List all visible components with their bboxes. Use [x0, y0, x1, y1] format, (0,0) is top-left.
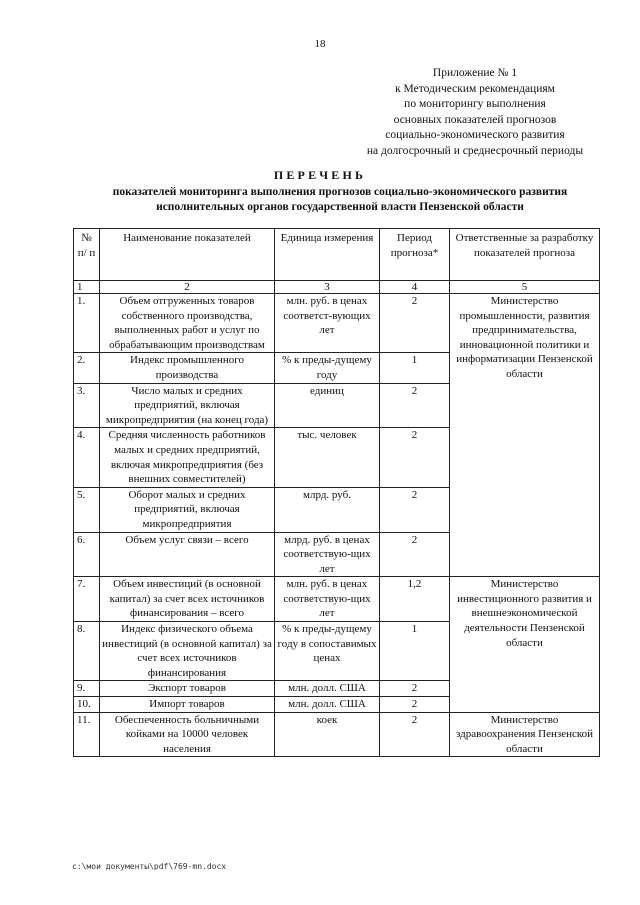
indicator-unit: коек	[275, 712, 380, 757]
forecast-period: 1,2	[380, 577, 450, 622]
header-name: Наименование показателей	[100, 229, 275, 281]
indicator-name: Объем отгруженных товаров собственного производства, выполненных работ и услуг по обрабатывающим производствам	[100, 294, 275, 353]
indicator-name: Число малых и средних предприятий, включая микропредприятия (на конец года)	[100, 383, 275, 428]
column-number: 3	[275, 281, 380, 294]
indicator-name: Обеспеченность больничными койками на 10000 человек населения	[100, 712, 275, 757]
indicator-unit: единиц	[275, 383, 380, 428]
indicator-unit: млн. долл. США	[275, 697, 380, 713]
indicator-unit: млрд. руб. в ценах соответствую-щих лет	[275, 532, 380, 577]
row-number: 9.	[74, 681, 100, 697]
indicator-name: Объем инвестиций (в основной капитал) за счет всех источников финансирования – всего	[100, 577, 275, 622]
row-number: 8.	[74, 622, 100, 681]
table-header-row	[74, 229, 600, 281]
indicator-unit: % к преды-дущему году	[275, 353, 380, 383]
indicator-unit: млн. руб. в ценах соответствую-щих лет	[275, 577, 380, 622]
column-number: 5	[450, 281, 600, 294]
forecast-period: 2	[380, 712, 450, 757]
column-number: 2	[100, 281, 275, 294]
header-period: Период прогноза*	[380, 229, 450, 281]
row-number: 3.	[74, 383, 100, 428]
row-number: 2.	[74, 353, 100, 383]
indicator-unit: % к преды-дущему году в сопоставимых ценах	[275, 622, 380, 681]
appendix-line: основных показателей прогнозов	[393, 113, 557, 126]
header-num: № п/ п	[74, 229, 100, 281]
indicator-unit: млн. руб. в ценах соответст-вующих лет	[275, 294, 380, 353]
table-row	[74, 712, 600, 757]
column-number-row	[74, 281, 600, 294]
subtitle-line: показателей мониторинга выполнения прогнозов социально-экономического развития	[112, 186, 568, 198]
appendix-line: социально-экономического развития	[385, 129, 565, 142]
responsible-ministry: Министерство промышленности, развития предпринимательства, инновационной политики и информатизации Пензенской области	[450, 294, 600, 577]
table-row	[74, 577, 600, 622]
forecast-period: 1	[380, 353, 450, 383]
subtitle-line: исполнительных органов государственной власти Пензенской области	[156, 201, 524, 213]
indicator-name: Средняя численность работников малых и средних предприятий, включая микропредприятия (без внешних совместителей)	[100, 428, 275, 487]
table-row	[74, 294, 600, 353]
appendix-line: по мониторингу выполнения	[404, 98, 546, 111]
column-number: 4	[380, 281, 450, 294]
responsible-ministry: Министерство здравоохранения Пензенской области	[450, 712, 600, 757]
indicator-name: Оборот малых и средних предприятий, включая микропредприятия	[100, 487, 275, 532]
indicators-table	[73, 228, 600, 757]
indicator-name: Экспорт товаров	[100, 681, 275, 697]
indicator-unit: млн. долл. США	[275, 681, 380, 697]
indicator-name: Импорт товаров	[100, 697, 275, 713]
indicator-name: Объем услуг связи – всего	[100, 532, 275, 577]
row-number: 5.	[74, 487, 100, 532]
forecast-period: 2	[380, 383, 450, 428]
forecast-period: 2	[380, 697, 450, 713]
indicator-unit: тыс. человек	[275, 428, 380, 487]
forecast-period: 1	[380, 622, 450, 681]
forecast-period: 2	[380, 294, 450, 353]
forecast-period: 2	[380, 681, 450, 697]
appendix-line: Приложение № 1	[432, 67, 518, 79]
column-number: 1	[74, 281, 100, 294]
row-number: 7.	[74, 577, 100, 622]
appendix-block	[340, 66, 610, 160]
indicator-unit: млрд. руб.	[275, 487, 380, 532]
row-number: 4.	[74, 428, 100, 487]
header-unit: Единица измерения	[275, 229, 380, 281]
row-number: 11.	[74, 712, 100, 757]
indicator-name: Индекс промышленного производства	[100, 353, 275, 383]
indicator-name: Индекс физического объема инвестиций (в основной капитал) за счет всех источников финансирования	[100, 622, 275, 681]
header-responsible: Ответственные за разработку показателей прогноза	[450, 229, 600, 281]
page-number: 18	[314, 38, 326, 50]
file-path-footer: c:\мои документы\pdf\769-mn.docx	[72, 862, 227, 871]
forecast-period: 2	[380, 487, 450, 532]
row-number: 6.	[74, 532, 100, 577]
row-number: 10.	[74, 697, 100, 713]
appendix-line: к Методическим рекомендациям	[395, 82, 555, 95]
row-number: 1.	[74, 294, 100, 353]
forecast-period: 2	[380, 532, 450, 577]
appendix-line: на долгосрочный и среднесрочный периоды	[366, 144, 584, 157]
responsible-ministry: Министерство инвестиционного развития и внешнеэкономической деятельности Пензенской области	[450, 577, 600, 712]
document-title: ПЕРЕЧЕНЬ	[273, 168, 367, 182]
forecast-period: 2	[380, 428, 450, 487]
document-subtitle	[40, 185, 640, 215]
